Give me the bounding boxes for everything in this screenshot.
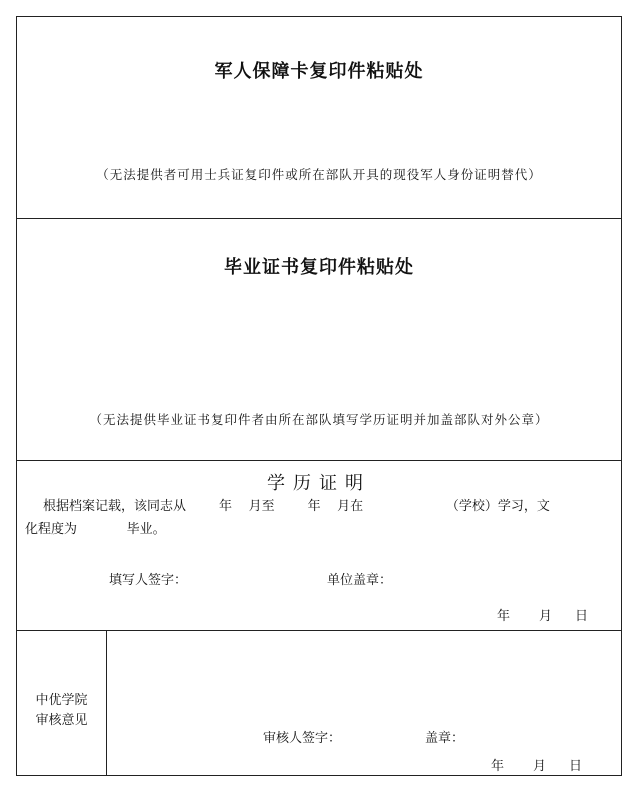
diploma-note: （无法提供毕业证书复印件者由所在部队填写学历证明并加盖部队对外公章） <box>89 412 549 427</box>
review-org-line2: 审核意见 <box>35 713 88 728</box>
military-card-note: （无法提供者可用士兵证复印件或所在部队开具的现役军人身份证明替代） <box>96 167 542 182</box>
review-org-line1: 中优学院 <box>35 693 88 708</box>
diploma-title: 毕业证书复印件粘贴处 <box>224 257 414 278</box>
date-month: 月 <box>539 609 553 624</box>
date-month: 月 <box>533 759 547 774</box>
date-day: 日 <box>575 609 589 624</box>
education-proof-text-line1: 根据档案记载，该同志从 年 月至 年 月在 （学校）学习，文 <box>43 499 550 514</box>
review-section <box>17 631 621 775</box>
date-day: 日 <box>569 759 583 774</box>
review-org-cell <box>17 631 107 775</box>
date-year: 年 <box>491 759 505 774</box>
education-proof-section <box>17 461 621 631</box>
diploma-section <box>17 219 621 461</box>
military-card-section <box>17 17 621 219</box>
review-seal-label: 盖章： <box>425 731 465 746</box>
education-proof-text-line2: 化程度为 毕业。 <box>25 522 166 537</box>
military-card-title: 军人保障卡复印件粘贴处 <box>214 61 424 82</box>
form-table <box>16 16 622 776</box>
unit-seal-label: 单位盖章： <box>327 573 393 588</box>
filler-signature-label: 填写人签字： <box>109 573 188 588</box>
education-proof-title: 学历证明 <box>267 473 371 494</box>
reviewer-signature-label: 审核人签字： <box>263 731 342 746</box>
date-year: 年 <box>497 609 511 624</box>
